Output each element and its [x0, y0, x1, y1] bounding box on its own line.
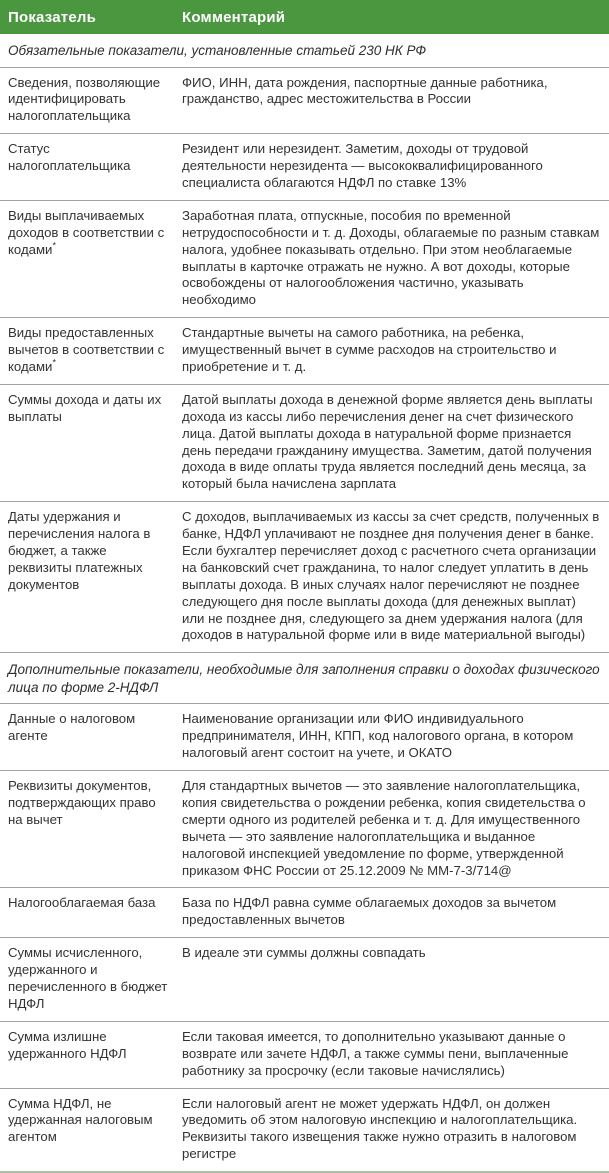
- indicator-cell: Суммы дохода и даты их выплаты: [8, 391, 162, 424]
- indicator-cell: Сумма НДФЛ, не удержанная налоговым агентом: [8, 1095, 153, 1145]
- comment-cell: Если таковая имеется, то дополнительно указывают данные о возврате или зачете НДФЛ, а также суммы пени, выплаченные работнику за просрочку (если таковые начислялись): [182, 1028, 569, 1078]
- table-row: [0, 1022, 609, 1089]
- table-row: [0, 938, 609, 1022]
- indicator-cell: Статус налогоплательщика: [8, 141, 131, 174]
- indicator-text: Виды выплачиваемых доходов в соответствии с кодами: [8, 207, 165, 257]
- comment-cell: Стандартные вычеты на самого работника, на ребенка, имущественный вычет в сумме расходов на строительство и приобретение и т. д.: [182, 325, 557, 375]
- table-row: [0, 704, 609, 771]
- indicator-cell: [8, 325, 182, 376]
- table-row: [0, 201, 609, 318]
- indicator-cell: Налогооблагаемая база: [8, 895, 156, 911]
- comment-cell: Если налоговый агент не может удержать НДФЛ, он должен уведомить об этом налоговую инспекцию и налогоплательщика. Реквизиты такого извещения также нужно отразить в налоговом регистре: [182, 1095, 578, 1162]
- indicator-cell: Даты удержания и перечисления налога в бюджет, а также реквизиты платежных документов: [8, 509, 151, 592]
- indicator-cell: Сведения, позволяющие идентифицировать налогоплательщика: [8, 74, 161, 124]
- comment-cell: ФИО, ИНН, дата рождения, паспортные данные работника, гражданство, адрес местожительства в России: [182, 74, 548, 107]
- table-row: [0, 134, 609, 201]
- comment-cell: Резидент или нерезидент. Заметим, доходы от трудовой деятельности нерезидента — высококвалифицированного специалиста облагаются НДФЛ по ставке 13%: [182, 141, 543, 190]
- comment-cell: Наименование организации или ФИО индивидуального предпринимателя, ИНН, КПП, код налогового органа, в котором налоговый агент состоит на учете, и ОКАТО: [182, 711, 574, 761]
- comment-cell: Датой выплаты дохода в денежной форме является день выплаты дохода из кассы либо перечисления денег на счет физического лица. Датой выплаты дохода в натуральной форме признается день передачи гражданину имущества. Заметим, датой получения дохода в виде оплаты труда является последний день месяца, за который была начислена зарплата: [182, 391, 593, 492]
- footnote-marker: *: [52, 357, 56, 368]
- comment-cell: В идеале эти суммы должны совпадать: [182, 945, 426, 961]
- section-title-mandatory: Обязательные показатели, установленные статьей 230 НК РФ: [0, 34, 609, 68]
- table-row: [0, 385, 609, 502]
- table-row: [0, 1089, 609, 1172]
- footnote-marker: *: [52, 240, 56, 251]
- table-row: [0, 888, 609, 938]
- section-title-additional: Дополнительные показатели, необходимые для заполнения справки о доходах физического лица по форме 2-НДФЛ: [0, 653, 609, 704]
- indicator-cell: Суммы исчисленного, удержанного и перечисленного в бюджет НДФЛ: [8, 945, 168, 1011]
- table-row: [0, 771, 609, 888]
- table-row: [0, 68, 609, 135]
- indicator-cell: Данные о налоговом агенте: [8, 711, 136, 744]
- comment-cell: С доходов, выплачиваемых из кассы за счет средств, полученных в банке, НДФЛ уплачивают не позднее дня получения денег в банке. Если бухгалтер перечисляет доход с расчетного счета организации на банковский счет гражданина, то налог следует уплатить в день выплаты дохода. В иных случаях налог перечисляют не позднее следующего дня после выплаты дохода (для денежных выплат) или не позднее дня, следующего за днем удержания налога (для доходов в натуральной форме или в виде материальной выгоды): [182, 509, 600, 643]
- table-row: [0, 502, 609, 653]
- indicator-cell: Сумма излишне удержанного НДФЛ: [8, 1028, 127, 1061]
- table-row: [0, 318, 609, 385]
- comment-cell: Заработная плата, отпускные, пособия по временной нетрудоспособности и т. д. Доходы, облагаемые по разным ставкам налога, удобнее показывать отдельно. При этом необлагаемые выплаты в карточке отражать не нужно. А вот доходы, которые освобождены от налогообложения частично, указывать необходимо: [182, 207, 600, 308]
- indicator-text: Виды предоставленных вычетов в соответствии с кодами: [8, 325, 165, 375]
- indicator-cell: Реквизиты документов, подтверждающих право на вычет: [8, 778, 156, 827]
- column-header-indicator: Показатель: [8, 8, 97, 26]
- indicator-cell: [8, 208, 182, 309]
- column-header-comment: Комментарий: [182, 8, 286, 26]
- comment-cell: Для стандартных вычетов — это заявление налогоплательщика, копия свидетельства о рождении ребенка, копия свидетельства о смерти одного из родителей ребенка и т. д. Для имущественного вычета — это заявление налогоплательщика и выданное налоговой инспекцией уведомление по форме, утвержденной приказом ФНС России от 25.12.2009 № ММ-7-3/714@: [182, 778, 586, 878]
- comment-cell: База по НДФЛ равна сумме облагаемых доходов за вычетом предоставленных вычетов: [182, 895, 557, 928]
- table-header-row: [0, 0, 609, 34]
